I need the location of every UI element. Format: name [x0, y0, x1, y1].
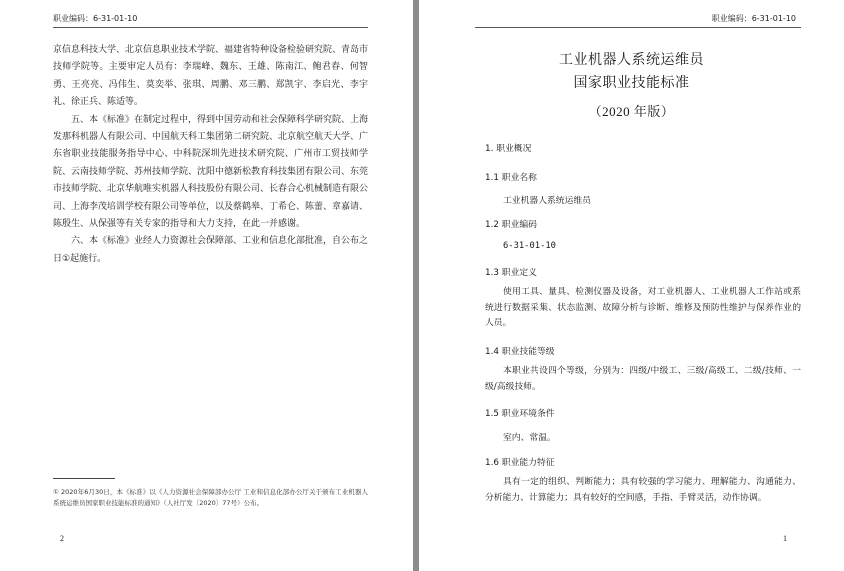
- page-header: 职业编码：6-31-01-10: [711, 14, 796, 23]
- subsection-text: [485, 285, 801, 332]
- subsection-heading: 1.2 职业编码: [485, 220, 537, 230]
- edition-label: （2020 年版）: [588, 104, 675, 119]
- document-title: 工业机器人系统运维员: [559, 52, 704, 68]
- subsection-text: 6-31-01-10: [503, 241, 556, 251]
- subsection-text: [485, 475, 801, 506]
- page-body: [53, 42, 368, 268]
- document-subtitle: 国家职业技能标准: [573, 75, 690, 91]
- subsection-heading: 1.6 职业能力特征: [485, 458, 555, 468]
- page-number: 2: [60, 534, 64, 543]
- left-page: [0, 0, 413, 571]
- subsection-text: [485, 364, 801, 395]
- body-paragraph: 五、本《标准》在制定过程中，得到中国劳动和社会保障科学研究院、上海发那科机器人有限公司、中国航天科工集团第二研究院、北京航空航天大学、广东省职业技能服务指导中心、中科院深圳先进技术研究院、广州市工贸技师学院、云南技师学院、苏州技师学院、沈阳中德新松教育科技集团有限公司、东莞市技师学院、北京华航唯实机器人科技股份有限公司、长春合心机械制造有限公司、上海李茂培训学校有限公司等单位，以及蔡鹤皋、丁希仑、陈蕾、章嘉请、陈殷生、从保强等有关专家的指导和大力支持，在此一并感谢。: [53, 114, 369, 230]
- page-number: 1: [783, 534, 787, 543]
- footnote-rule: [53, 478, 115, 479]
- header-rule: [475, 27, 801, 28]
- section-heading: 1. 职业概况: [485, 144, 532, 154]
- subsection-heading: 1.4 职业技能等级: [485, 347, 555, 357]
- definition-text: 使用工具、量具、检测仪器及设备，对工业机器人、工业机器人工作站或系统进行数据采集、状态监测、故障分析与诊断、维修及预防性维护与保养作业的人员。: [485, 287, 801, 328]
- header-rule: [53, 27, 368, 28]
- subsection-heading: 1.1 职业名称: [485, 173, 537, 183]
- subsection-heading: 1.3 职业定义: [485, 268, 537, 278]
- body-paragraph: 京信息科技大学、北京信息职业技术学院、福建省特种设备检验研究院、青岛市技师学院等。主要审定人员有：李瑞峰、魏东、王雄、陈南江、鲍君春、何智勇、王亮亮、冯伟生、莫奕举、张琪、周鹏、邓三鹏、郑凯宇、李启光、李宇礼、徐正兵、陈适等。: [53, 45, 369, 108]
- subsection-text: 室内、常温。: [503, 433, 556, 443]
- footnote: ① 2020年6月30日，本《标准》以《人力资源社会保障部办公厅 工业和信息化部办公厅关于颁布工业机器人系统运维员国家职业技能标准的通知》（人社厅发〔2020〕77号）公布。: [53, 488, 368, 507]
- body-paragraph: 六、本《标准》业经人力资源社会保障部、工业和信息化部批准，自公布之日①起施行。: [53, 236, 369, 264]
- ability-text: 具有一定的组织、判断能力；具有较强的学习能力、理解能力、沟通能力、分析能力、计算能力；具有较好的空间感，手指、手臂灵活，动作协调。: [485, 477, 801, 503]
- levels-text: 本职业共设四个等级，分别为：四级/中级工、三级/高级工、二级/技师、一级/高级技师。: [485, 366, 801, 392]
- page-header: 职业编码：6-31-01-10: [53, 14, 138, 23]
- subsection-heading: 1.5 职业环境条件: [485, 409, 555, 419]
- subsection-text: 工业机器人系统运维员: [503, 196, 591, 206]
- right-page: [419, 0, 844, 571]
